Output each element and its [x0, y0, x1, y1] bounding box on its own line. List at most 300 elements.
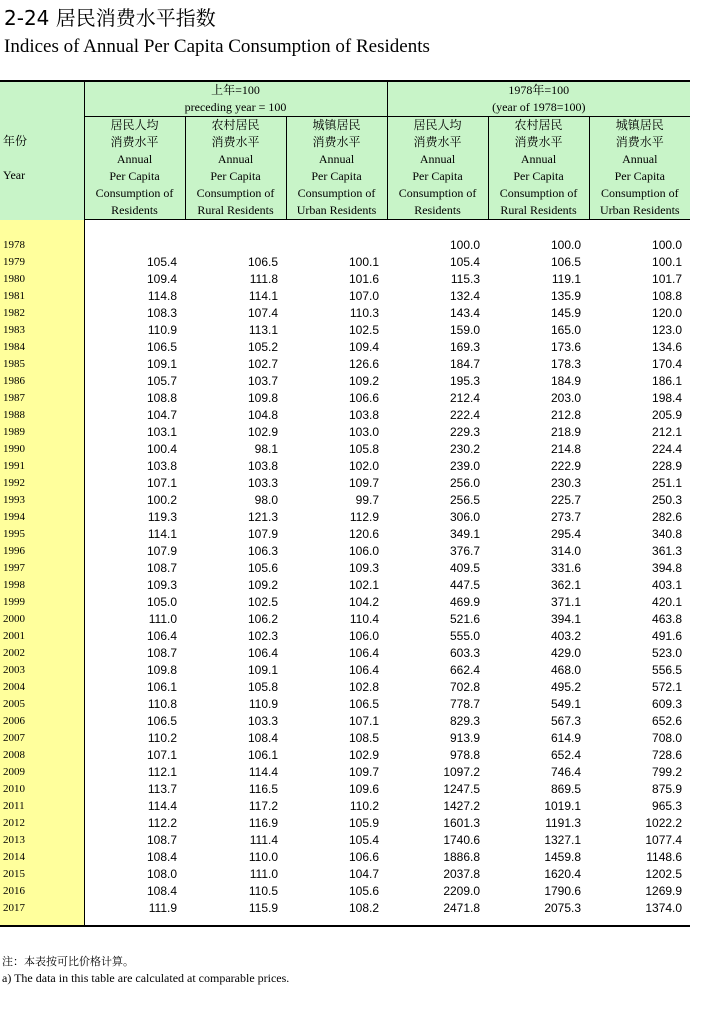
- value-cell: 114.4: [248, 765, 278, 779]
- table-row: [0, 492, 690, 509]
- value-cell: 115.3: [450, 272, 481, 286]
- value-cell: 110.8: [84, 696, 185, 713]
- value-cell: 306.0: [450, 510, 481, 524]
- value-cell: 110.3: [349, 306, 380, 320]
- value-cell: 108.0: [84, 866, 185, 883]
- table-row: [0, 713, 690, 730]
- year-cell: 2010: [0, 781, 84, 798]
- year-cell: 2005: [0, 696, 84, 713]
- value-cell: 107.1: [349, 714, 380, 728]
- table-row: [0, 305, 690, 322]
- value-cell: 109.7: [349, 765, 380, 779]
- year-header-cn: 年份: [3, 134, 28, 148]
- value-cell: 256.0: [450, 476, 481, 490]
- value-cell: 104.8: [247, 408, 278, 422]
- year-cell: 1984: [0, 339, 84, 356]
- year-cell: 2006: [0, 713, 84, 730]
- value-cell: 869.5: [551, 782, 582, 796]
- value-cell: 403.2: [551, 629, 582, 643]
- value-cell: 111.9: [84, 900, 185, 917]
- value-cell: 105.8: [247, 680, 278, 694]
- value-cell: 106.2: [247, 612, 278, 626]
- value-cell: 109.3: [349, 561, 380, 575]
- value-cell: [185, 237, 286, 254]
- value-cell: 114.8: [84, 288, 185, 305]
- value-cell: 110.2: [84, 730, 185, 747]
- value-cell: 105.6: [247, 561, 278, 575]
- value-cell: 746.4: [551, 765, 582, 779]
- year-cell: 1979: [0, 254, 84, 271]
- value-cell: 108.7: [84, 832, 185, 849]
- value-cell: 429.0: [551, 646, 582, 660]
- year-cell: 2011: [0, 798, 84, 815]
- value-cell: 662.4: [450, 663, 481, 677]
- value-cell: 361.3: [652, 544, 683, 558]
- value-cell: 108.7: [84, 560, 185, 577]
- value-cell: 104.7: [349, 867, 380, 881]
- value-cell: 108.5: [349, 731, 380, 745]
- column-header: 居民人均 消费水平 Annual Per Capita Consumption of Residents: [387, 117, 488, 220]
- value-cell: 108.3: [84, 305, 185, 322]
- value-cell: 273.7: [551, 510, 582, 524]
- value-cell: 102.8: [349, 680, 380, 694]
- value-cell: 222.9: [551, 459, 582, 473]
- year-cell: 2007: [0, 730, 84, 747]
- value-cell: 184.7: [450, 357, 481, 371]
- value-cell: 99.7: [355, 493, 380, 507]
- year-cell: 1994: [0, 509, 84, 526]
- value-cell: 113.1: [248, 323, 278, 337]
- table-row: [0, 696, 690, 713]
- year-cell: 1981: [0, 288, 84, 305]
- value-cell: 109.4: [349, 340, 380, 354]
- value-cell: 100.1: [349, 255, 380, 269]
- value-cell: 102.9: [247, 425, 278, 439]
- value-cell: 394.1: [551, 612, 582, 626]
- value-cell: 1459.8: [544, 850, 582, 864]
- year-cell: 1988: [0, 407, 84, 424]
- value-cell: 114.4: [84, 798, 185, 815]
- value-cell: 1022.2: [645, 816, 683, 830]
- value-cell: 112.1: [84, 764, 185, 781]
- value-cell: 108.8: [652, 289, 683, 303]
- value-cell: 228.9: [652, 459, 683, 473]
- value-cell: 1327.1: [544, 833, 582, 847]
- value-cell: 614.9: [551, 731, 582, 745]
- value-cell: 521.6: [450, 612, 481, 626]
- value-cell: 214.8: [551, 442, 582, 456]
- value-cell: 106.4: [349, 646, 380, 660]
- value-cell: 106.0: [349, 629, 380, 643]
- value-cell: 107.9: [84, 543, 185, 560]
- table-row: [0, 288, 690, 305]
- table-row: [0, 543, 690, 560]
- year-cell: 2009: [0, 764, 84, 781]
- value-cell: 491.6: [652, 629, 683, 643]
- year-cell: 1993: [0, 492, 84, 509]
- value-cell: 114.1: [84, 526, 185, 543]
- table-title-cn: 2-24 居民消费水平指数: [4, 6, 216, 30]
- value-cell: 101.6: [349, 272, 380, 286]
- value-cell: 108.4: [84, 849, 185, 866]
- value-cell: 103.8: [84, 458, 185, 475]
- value-cell: 349.1: [450, 527, 481, 541]
- value-cell: 106.4: [349, 663, 380, 677]
- value-cell: 556.5: [652, 663, 683, 677]
- value-cell: 314.0: [551, 544, 582, 558]
- value-cell: 100.0: [551, 238, 582, 252]
- table-row: [0, 849, 690, 866]
- value-cell: 256.5: [450, 493, 481, 507]
- value-cell: 1427.2: [443, 799, 481, 813]
- value-cell: 102.0: [349, 459, 380, 473]
- column-header: 农村居民 消费水平 Annual Per Capita Consumption of Rural Residents: [185, 117, 286, 220]
- value-cell: 1620.4: [544, 867, 582, 881]
- value-cell: 1019.1: [544, 799, 582, 813]
- value-cell: 282.6: [652, 510, 683, 524]
- value-cell: 132.4: [450, 289, 481, 303]
- value-cell: 708.0: [652, 731, 683, 745]
- value-cell: 110.4: [349, 612, 380, 626]
- value-cell: 110.9: [84, 322, 185, 339]
- value-cell: 778.7: [450, 697, 481, 711]
- column-header: 农村居民 消费水平 Annual Per Capita Consumption of Rural Residents: [488, 117, 589, 220]
- value-cell: 340.8: [652, 527, 683, 541]
- table-row: [0, 866, 690, 883]
- group-header-preceding-year: 上年=100 preceding year = 100: [84, 81, 387, 117]
- table-row: [0, 815, 690, 832]
- value-cell: 106.6: [349, 391, 380, 405]
- value-cell: 1202.5: [645, 867, 683, 881]
- value-cell: 105.2: [247, 340, 278, 354]
- table-row: [0, 577, 690, 594]
- table-row: [0, 407, 690, 424]
- value-cell: 572.1: [652, 680, 683, 694]
- value-cell: 229.3: [450, 425, 481, 439]
- value-cell: 119.1: [551, 272, 582, 286]
- value-cell: 109.6: [349, 782, 380, 796]
- value-cell: 103.7: [247, 374, 278, 388]
- table-row: [0, 781, 690, 798]
- year-cell: 2002: [0, 645, 84, 662]
- value-cell: 978.8: [450, 748, 481, 762]
- value-cell: 198.4: [652, 391, 683, 405]
- year-cell: 1990: [0, 441, 84, 458]
- value-cell: 102.3: [247, 629, 278, 643]
- table-row: [0, 645, 690, 662]
- value-cell: 111.0: [84, 611, 185, 628]
- footnote-cn: 注：本表按可比价格计算。: [2, 955, 134, 968]
- value-cell: 109.8: [84, 662, 185, 679]
- year-cell: 2012: [0, 815, 84, 832]
- value-cell: 463.8: [652, 612, 683, 626]
- value-cell: 186.1: [652, 374, 683, 388]
- value-cell: 1097.2: [443, 765, 481, 779]
- year-cell: 1991: [0, 458, 84, 475]
- value-cell: 468.0: [551, 663, 582, 677]
- year-cell: 2001: [0, 628, 84, 645]
- value-cell: 98.0: [254, 493, 278, 507]
- value-cell: 123.0: [652, 323, 683, 337]
- year-cell: 2013: [0, 832, 84, 849]
- table-row: [0, 424, 690, 441]
- value-cell: 107.9: [247, 527, 278, 541]
- value-cell: 107.0: [349, 289, 380, 303]
- table-row: [0, 628, 690, 645]
- year-cell: 1995: [0, 526, 84, 543]
- value-cell: 126.6: [349, 357, 380, 371]
- value-cell: 106.5: [84, 339, 185, 356]
- value-cell: 225.7: [551, 493, 582, 507]
- value-cell: 103.8: [349, 408, 380, 422]
- table-row: [0, 509, 690, 526]
- table-row: [0, 458, 690, 475]
- value-cell: 205.9: [652, 408, 683, 422]
- column-header: 城镇居民 消费水平 Annual Per Capita Consumption of Urban Residents: [589, 117, 690, 220]
- value-cell: 112.9: [349, 510, 380, 524]
- value-cell: 103.1: [84, 424, 185, 441]
- year-cell: 1982: [0, 305, 84, 322]
- value-cell: 2209.0: [443, 884, 481, 898]
- value-cell: 102.7: [247, 357, 278, 371]
- table-row: [0, 373, 690, 390]
- value-cell: 469.9: [450, 595, 481, 609]
- year-cell: 2015: [0, 866, 84, 883]
- value-cell: 1601.3: [443, 816, 481, 830]
- year-cell: 2000: [0, 611, 84, 628]
- value-cell: 169.3: [450, 340, 481, 354]
- value-cell: 108.8: [84, 390, 185, 407]
- value-cell: 212.4: [450, 391, 481, 405]
- value-cell: 101.7: [652, 272, 683, 286]
- value-cell: 2075.3: [544, 901, 582, 915]
- year-cell: 2017: [0, 900, 84, 917]
- value-cell: 1790.6: [544, 884, 582, 898]
- value-cell: 103.3: [247, 714, 278, 728]
- table-row: [0, 271, 690, 288]
- table-row: [0, 322, 690, 339]
- value-cell: 195.3: [450, 374, 481, 388]
- value-cell: 112.2: [84, 815, 185, 832]
- value-cell: 100.0: [652, 238, 683, 252]
- table-row: [0, 730, 690, 747]
- value-cell: 134.6: [652, 340, 683, 354]
- value-cell: 603.3: [450, 646, 481, 660]
- value-cell: 106.1: [247, 748, 278, 762]
- year-cell: 1986: [0, 373, 84, 390]
- table-row: [0, 798, 690, 815]
- value-cell: 116.5: [248, 782, 278, 796]
- footnote-en: a) The data in this table are calculated at comparable prices.: [2, 971, 290, 985]
- table-row: [0, 611, 690, 628]
- value-cell: 362.1: [551, 578, 582, 592]
- value-cell: 105.0: [84, 594, 185, 611]
- value-cell: 218.9: [551, 425, 582, 439]
- value-cell: 105.7: [84, 373, 185, 390]
- value-cell: 1269.9: [645, 884, 683, 898]
- value-cell: 495.2: [551, 680, 582, 694]
- value-cell: 102.9: [349, 748, 380, 762]
- value-cell: 105.8: [349, 442, 380, 456]
- value-cell: 106.1: [84, 679, 185, 696]
- value-cell: 230.2: [450, 442, 481, 456]
- value-cell: 109.1: [247, 663, 278, 677]
- value-cell: 371.1: [551, 595, 582, 609]
- value-cell: 103.3: [247, 476, 278, 490]
- value-cell: 98.1: [254, 442, 278, 456]
- value-cell: 119.3: [84, 509, 185, 526]
- value-cell: 111.8: [249, 272, 278, 286]
- group-header-1978-base: 1978年=100 (year of 1978=100): [387, 81, 690, 117]
- year-cell: 1980: [0, 271, 84, 288]
- value-cell: 1148.6: [646, 850, 683, 864]
- table-row: [0, 832, 690, 849]
- value-cell: 105.9: [349, 816, 380, 830]
- year-cell: 1987: [0, 390, 84, 407]
- value-cell: 143.4: [450, 306, 481, 320]
- value-cell: 110.9: [248, 697, 278, 711]
- value-cell: 106.5: [84, 713, 185, 730]
- value-cell: 110.0: [248, 850, 278, 864]
- table-row: [0, 356, 690, 373]
- table-row: [0, 441, 690, 458]
- table-row: [0, 662, 690, 679]
- table-row: [0, 560, 690, 577]
- value-cell: 105.4: [450, 255, 481, 269]
- table-row: [0, 594, 690, 611]
- value-cell: 109.4: [84, 271, 185, 288]
- value-cell: 111.4: [249, 833, 278, 847]
- value-cell: 652.6: [652, 714, 683, 728]
- year-cell: 1983: [0, 322, 84, 339]
- value-cell: 295.4: [551, 527, 582, 541]
- table-title-en: Indices of Annual Per Capita Consumption of Residents: [4, 36, 430, 57]
- table-row: [0, 883, 690, 900]
- value-cell: 173.6: [551, 340, 582, 354]
- value-cell: 1191.3: [545, 816, 582, 830]
- value-cell: 113.7: [84, 781, 185, 798]
- column-header: 居民人均 消费水平 Annual Per Capita Consumption of Residents: [84, 117, 185, 220]
- value-cell: 702.8: [450, 680, 481, 694]
- value-cell: 224.4: [652, 442, 683, 456]
- value-cell: 135.9: [551, 289, 582, 303]
- value-cell: 170.4: [652, 357, 683, 371]
- value-cell: 105.6: [349, 884, 380, 898]
- value-cell: [286, 237, 387, 254]
- value-cell: 875.9: [652, 782, 683, 796]
- table-row: [0, 526, 690, 543]
- table-row: [0, 339, 690, 356]
- table-row: [0, 679, 690, 696]
- value-cell: 106.5: [349, 697, 380, 711]
- year-cell: 2016: [0, 883, 84, 900]
- year-cell: 1989: [0, 424, 84, 441]
- year-cell: 1996: [0, 543, 84, 560]
- consumption-index-table: [0, 80, 690, 927]
- value-cell: 420.1: [652, 595, 683, 609]
- value-cell: 120.0: [652, 306, 683, 320]
- value-cell: 251.1: [652, 476, 683, 490]
- year-cell: 2008: [0, 747, 84, 764]
- value-cell: 102.5: [349, 323, 380, 337]
- year-cell: 1997: [0, 560, 84, 577]
- value-cell: 114.1: [248, 289, 278, 303]
- table-row: [0, 475, 690, 492]
- value-cell: 728.6: [652, 748, 683, 762]
- table-row: [0, 764, 690, 781]
- value-cell: 103.0: [349, 425, 380, 439]
- value-cell: 409.5: [450, 561, 481, 575]
- value-cell: 100.2: [84, 492, 185, 509]
- value-cell: [84, 237, 185, 254]
- value-cell: 1886.8: [443, 850, 481, 864]
- value-cell: 106.4: [84, 628, 185, 645]
- value-cell: 108.7: [84, 645, 185, 662]
- value-cell: 1740.6: [443, 833, 481, 847]
- year-cell: 1998: [0, 577, 84, 594]
- table-row: [0, 390, 690, 407]
- value-cell: 106.6: [349, 850, 380, 864]
- value-cell: 829.3: [450, 714, 481, 728]
- value-cell: 107.1: [84, 747, 185, 764]
- value-cell: 106.5: [247, 255, 278, 269]
- year-header: [0, 81, 84, 220]
- value-cell: 549.1: [551, 697, 582, 711]
- year-cell: 2003: [0, 662, 84, 679]
- value-cell: 913.9: [450, 731, 481, 745]
- value-cell: 403.1: [652, 578, 683, 592]
- value-cell: 100.1: [652, 255, 683, 269]
- value-cell: 184.9: [551, 374, 582, 388]
- value-cell: 109.7: [349, 476, 380, 490]
- value-cell: 331.6: [551, 561, 582, 575]
- value-cell: 110.5: [248, 884, 278, 898]
- year-cell: 2014: [0, 849, 84, 866]
- value-cell: 105.4: [349, 833, 380, 847]
- value-cell: 109.3: [84, 577, 185, 594]
- value-cell: 100.0: [450, 238, 481, 252]
- year-header-en: Year: [3, 168, 26, 182]
- table-row: [0, 900, 690, 917]
- value-cell: 108.2: [349, 901, 380, 915]
- value-cell: 116.9: [248, 816, 278, 830]
- value-cell: 104.2: [349, 595, 380, 609]
- value-cell: 250.3: [652, 493, 683, 507]
- table-row: [0, 254, 690, 271]
- value-cell: 105.4: [84, 254, 185, 271]
- value-cell: 109.8: [247, 391, 278, 405]
- value-cell: 652.4: [551, 748, 582, 762]
- year-cell: 1985: [0, 356, 84, 373]
- value-cell: 108.4: [247, 731, 278, 745]
- value-cell: 523.0: [652, 646, 683, 660]
- year-cell: 1992: [0, 475, 84, 492]
- table-row: [0, 747, 690, 764]
- value-cell: 145.9: [551, 306, 582, 320]
- year-cell: 1978: [0, 237, 84, 254]
- value-cell: 107.4: [247, 306, 278, 320]
- value-cell: 376.7: [450, 544, 481, 558]
- value-cell: 230.3: [551, 476, 582, 490]
- value-cell: 103.8: [247, 459, 278, 473]
- value-cell: 1077.4: [645, 833, 683, 847]
- value-cell: 1247.5: [443, 782, 481, 796]
- value-cell: 212.8: [551, 408, 582, 422]
- value-cell: 110.2: [349, 799, 380, 813]
- value-cell: 222.4: [450, 408, 481, 422]
- value-cell: 102.1: [349, 578, 380, 592]
- value-cell: 100.4: [84, 441, 185, 458]
